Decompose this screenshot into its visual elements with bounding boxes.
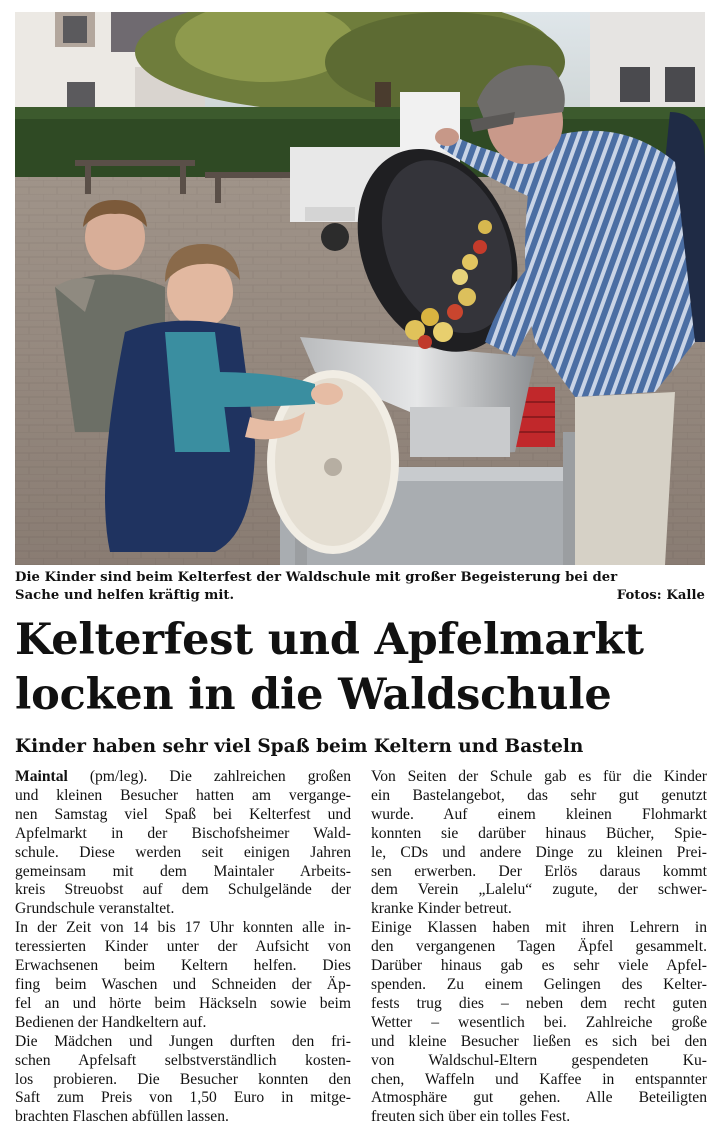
body-line: Darüber hinaus gab es sehr viele Apfel- <box>371 957 707 975</box>
body-line: von Waldschul-Eltern gespendeten Ku- <box>371 1051 707 1069</box>
photo-credit: Fotos: Kalle <box>616 588 705 603</box>
dateline-place: Maintal <box>15 768 68 785</box>
article-column-left <box>15 768 351 1127</box>
body-line: Atmosphäre gut gehen. Alle Beteiligten <box>371 1089 707 1107</box>
body-line: schule. Diese werden seit einigen Jahren <box>15 843 351 861</box>
headline-line-1: Kelterfest und Apfelmarkt <box>15 615 644 665</box>
body-line: Grundschule veranstaltet. <box>15 900 175 918</box>
body-line: fests trug dies – neben dem recht guten <box>371 994 707 1012</box>
body-line: nen Samstag viel Spaß bei Kelterfest und <box>15 805 351 823</box>
body-line: kranke Kinder betreut. <box>371 900 512 918</box>
article-column-right <box>371 768 707 1127</box>
body-line: los probieren. Die Besucher konnten den <box>15 1070 351 1088</box>
body-line: Einige Klassen haben mit ihren Lehrern in <box>371 919 707 937</box>
body-line: spenden. Zu einem Gelingen des Kelter- <box>371 975 707 993</box>
body-line: Die Mädchen und Jungen durften den fri- <box>15 1032 351 1050</box>
body-line: den vergangenen Tagen Äpfel gesammelt. <box>371 938 707 956</box>
dateline-text: (pm/leg). Die zahlreichen großen <box>67 768 351 785</box>
left-column-body <box>15 787 351 1127</box>
body-line: und kleinen Besucher hatten am vergange- <box>15 786 351 804</box>
dateline <box>15 768 351 787</box>
headline-line-2: locken in die Waldschule <box>15 670 612 720</box>
caption-text-end: Sache und helfen kräftig mit. <box>15 588 235 603</box>
apple-press-photo <box>15 12 705 565</box>
body-line: chen, Waffeln und Kaffee in entspannter <box>371 1070 707 1088</box>
body-line: teressierten Kinder unter der Aufsicht von <box>15 938 351 956</box>
body-line: dem Verein „Lalelu“ zugute, der schwer- <box>371 881 707 899</box>
article-subheadline: Kinder haben sehr viel Spaß beim Keltern und Basteln <box>15 736 584 757</box>
body-line: Von Seiten der Schule gab es für die Kinder <box>371 768 707 785</box>
photo-caption <box>15 569 705 605</box>
right-column-body <box>371 768 707 1127</box>
body-line: kreis Streuobst auf dem Schulgelände der <box>15 881 351 899</box>
caption-line-2 <box>15 587 705 605</box>
body-line: le, CDs und andere Dinge zu kleinen Prei- <box>371 843 707 861</box>
body-line: Apfelmarkt in der Bischofsheimer Wald- <box>15 824 351 842</box>
body-line: konnten sie darüber hinaus Bücher, Spie- <box>371 824 707 842</box>
article-photo <box>15 12 705 565</box>
body-line: sen erwerben. Der Erlös daraus kommt <box>371 862 707 880</box>
body-line: und kleine Besucher ließen es sich bei den <box>371 1032 707 1050</box>
body-line: Erwachsenen beim Keltern helfen. Dies <box>15 957 351 975</box>
body-line: Saft zum Preis von 1,50 Euro in mitge- <box>15 1089 351 1107</box>
body-line: brachten Flaschen abfüllen lassen. <box>15 1108 229 1126</box>
body-line: wurde. Auf einem kleinen Flohmarkt <box>371 805 707 823</box>
body-line: In der Zeit von 14 bis 17 Uhr konnten alle in- <box>15 919 351 937</box>
article-headline <box>15 613 705 723</box>
body-line: fel an und hörte beim Häckseln sowie beim <box>15 994 351 1012</box>
body-line: freuten sich über ein tolles Fest. <box>371 1108 571 1126</box>
body-line: Bedienen der Handkeltern auf. <box>15 1013 207 1031</box>
body-line: schen Apfelsaft selbstverständlich kosten- <box>15 1051 351 1069</box>
body-line: ein Bastelangebot, das sehr gut genutzt <box>371 786 707 804</box>
body-line: Wetter – wesentlich bei. Zahlreiche große <box>371 1013 707 1031</box>
caption-line-1: Die Kinder sind beim Kelterfest der Waldschule mit großer Begeisterung bei der <box>15 570 618 585</box>
body-line: gemeinsam mit dem Maintaler Arbeits- <box>15 862 351 880</box>
body-line: fing beim Waschen und Schneiden der Äp- <box>15 975 351 993</box>
